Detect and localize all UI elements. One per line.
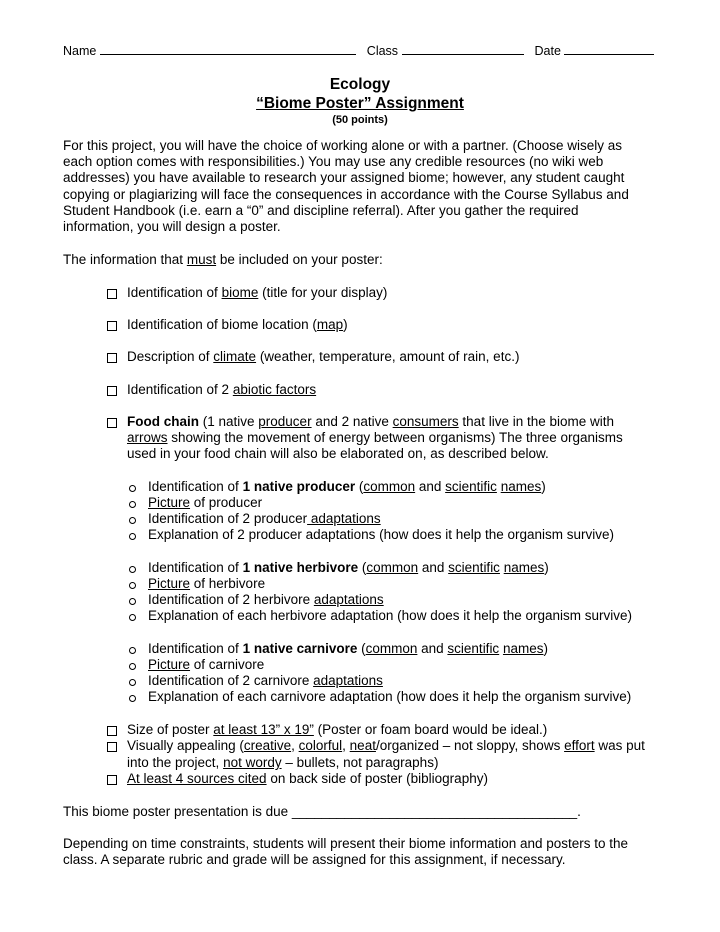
intro-line-6: information, you will design a poster.: [63, 219, 281, 234]
bullet-circle-icon: [129, 647, 136, 654]
item-food-chain-line-2: arrows showing the movement of energy between organisms) The three organisms: [127, 430, 623, 445]
bullet-circle-icon: [129, 679, 136, 686]
herbivore-picture: Picture of herbivore: [148, 576, 266, 591]
class-blank[interactable]: [402, 42, 524, 55]
due-date-blank[interactable]: ______________________________________.: [291, 804, 581, 819]
item-location: Identification of biome location (map): [127, 317, 348, 332]
checkbox-icon: [107, 742, 117, 752]
title-ecology: Ecology: [329, 76, 391, 93]
item-abiotic: Identification of 2 abiotic factors: [127, 382, 317, 397]
item-sources: At least 4 sources cited on back side of poster (bibliography): [127, 771, 488, 786]
class-label: Class: [366, 44, 399, 58]
bullet-circle-icon: [129, 485, 136, 492]
carnivore-adaptations: Identification of 2 carnivore adaptations: [148, 673, 383, 688]
title-points: (50 points): [332, 114, 388, 126]
bullet-circle-icon: [129, 566, 136, 573]
carnivore-explanation: Explanation of each carnivore adaptation (how does it help the organism survive): [148, 689, 632, 704]
item-food-chain-line-1: Food chain (1 native producer and 2 native consumers that live in the biome with: [127, 414, 615, 429]
producer-explanation: Explanation of 2 producer adaptations (how does it help the organism survive): [148, 527, 615, 542]
item-visual-line-1: Visually appealing (creative, colorful, neat/organized – not sloppy, shows effort was put: [127, 738, 645, 753]
item-poster-size: Size of poster at least 13” x 19” (Poster or foam board would be ideal.): [127, 722, 548, 737]
bullet-circle-icon: [129, 517, 136, 524]
checkbox-icon: [107, 418, 117, 428]
item-biome: Identification of biome (title for your display): [127, 285, 388, 300]
name-label: Name: [63, 44, 97, 58]
intro-line-4: copying or plagiarizing will face the consequences in accordance with the Course Syllabus and: [63, 187, 629, 202]
checkbox-icon: [107, 353, 117, 363]
producer-picture: Picture of producer: [148, 495, 263, 510]
producer-identification: Identification of 1 native producer (common and scientific names): [148, 479, 546, 494]
date-label: Date: [534, 44, 561, 58]
title-assignment: “Biome Poster” Assignment: [256, 95, 464, 112]
item-visual-line-2: into the project, not wordy – bullets, not paragraphs): [127, 755, 439, 770]
closing-line-1: Depending on time constraints, students will present their biome information and posters to the: [63, 836, 629, 851]
item-food-chain-line-3: used in your food chain will also be elaborated on, as described below.: [127, 446, 549, 461]
checkbox-icon: [107, 386, 117, 396]
checkbox-icon: [107, 775, 117, 785]
intro-line-1: For this project, you will have the choice of working alone or with a partner. (Choose wisely as: [63, 138, 623, 153]
name-blank[interactable]: [100, 42, 356, 55]
bullet-circle-icon: [129, 695, 136, 702]
bullet-circle-icon: [129, 614, 136, 621]
closing-line-2: class. A separate rubric and grade will be assigned for this assignment, if necessary.: [63, 852, 566, 867]
checkbox-icon: [107, 289, 117, 299]
bullet-circle-icon: [129, 582, 136, 589]
herbivore-explanation: Explanation of each herbivore adaptation (how does it help the organism survive): [148, 608, 633, 623]
herbivore-identification: Identification of 1 native herbivore (common and scientific names): [148, 560, 549, 575]
checkbox-icon: [107, 321, 117, 331]
bullet-circle-icon: [129, 598, 136, 605]
date-blank[interactable]: [564, 42, 654, 55]
header-fields: [63, 42, 654, 59]
due-line: This biome poster presentation is due ______________________________________.: [63, 804, 581, 819]
carnivore-identification: Identification of 1 native carnivore (common and scientific names): [148, 641, 548, 656]
item-climate: Description of climate (weather, temperature, amount of rain, etc.): [127, 349, 520, 364]
intro-line-5: Student Handbook (i.e. earn a “0” and discipline referral). After you gather the required: [63, 203, 579, 218]
producer-adaptations: Identification of 2 producer adaptations: [148, 511, 381, 526]
must-line: The information that must be included on your poster:: [63, 252, 383, 267]
bullet-circle-icon: [129, 501, 136, 508]
bullet-circle-icon: [129, 663, 136, 670]
carnivore-picture: Picture of carnivore: [148, 657, 265, 672]
bullet-circle-icon: [129, 533, 136, 540]
herbivore-adaptations: Identification of 2 herbivore adaptations: [148, 592, 384, 607]
intro-line-2: each option comes with responsibilities.) You may use any credible resources (no wiki web: [63, 154, 604, 169]
checkbox-icon: [107, 726, 117, 736]
intro-line-3: addresses) you have available to research your assigned biome; however, any student caught: [63, 170, 625, 185]
